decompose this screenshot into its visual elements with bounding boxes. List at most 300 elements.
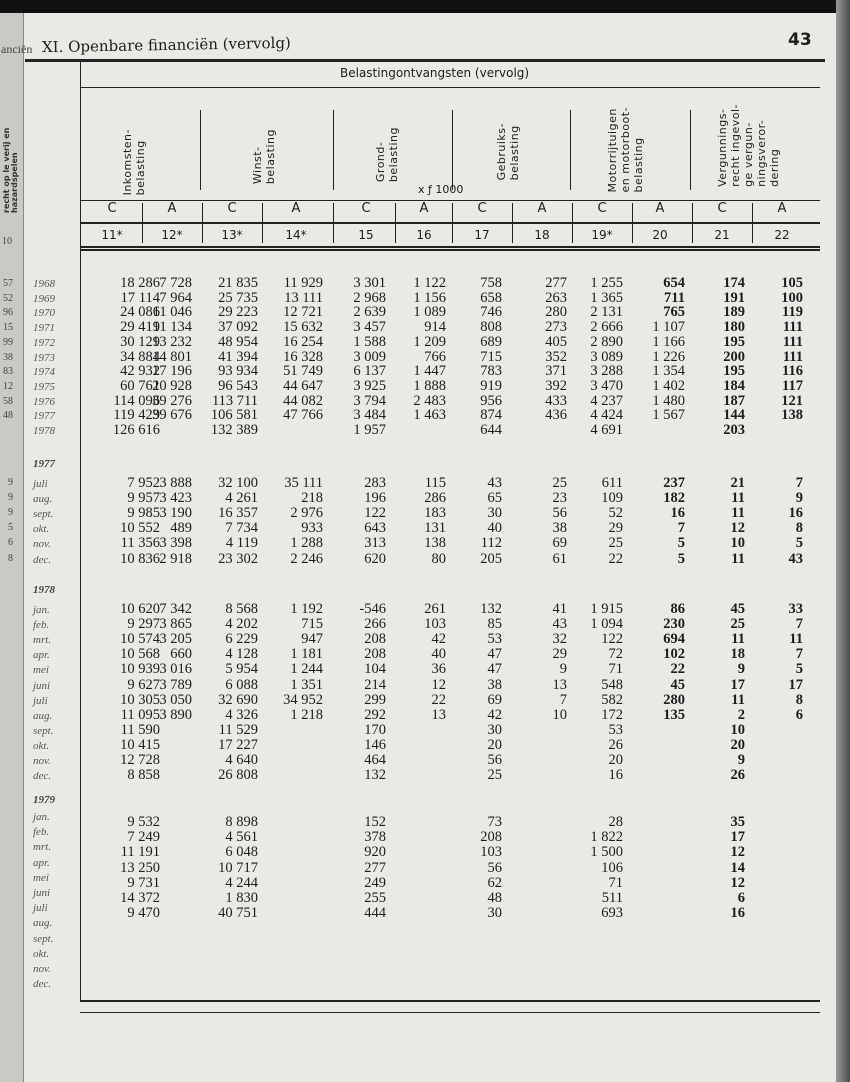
table-cell: 10 305	[120, 691, 160, 708]
row-label: dec.	[33, 770, 52, 783]
table-cell: 433	[545, 392, 567, 409]
table-cell: 44 647	[283, 377, 323, 394]
table-cell: 2 968	[353, 289, 386, 306]
table-cell: 208	[364, 646, 386, 663]
table-cell: 105	[781, 275, 803, 291]
table-cell: 3 484	[353, 407, 386, 424]
table-cell: 3 925	[353, 377, 386, 394]
table-cell: 1 107	[652, 319, 685, 336]
table-cell: 10 836	[120, 550, 160, 567]
column-number: 22	[774, 228, 790, 242]
table-cell: 18 286	[120, 275, 160, 291]
table-cell: 2 666	[590, 319, 623, 336]
table-cell: 4 424	[590, 407, 623, 424]
table-cell: 14 801	[152, 348, 192, 365]
year-heading: 1979	[33, 794, 55, 806]
table-cell: 405	[545, 333, 567, 350]
table-cell: 1 255	[590, 275, 623, 291]
table-cell: 11 046	[152, 304, 192, 321]
left-page-number: 8	[8, 552, 13, 564]
table-cell: 11	[789, 631, 803, 648]
table-cell: 299	[364, 691, 386, 708]
row-label: sept.	[33, 508, 54, 521]
table-cell: 10	[730, 721, 745, 738]
table-cell: 2	[737, 706, 745, 723]
table-cell: 8	[795, 520, 803, 537]
table-cell: 208	[364, 631, 386, 648]
column-header-winstbelasting: Winst- belasting	[251, 128, 277, 184]
table-cell: 7 952	[127, 475, 160, 491]
table-cell: 80	[431, 550, 446, 567]
table-cell: 277	[545, 275, 567, 291]
left-page-number: 5	[8, 522, 13, 534]
table-cell: 28	[608, 814, 623, 830]
table-cell: 73	[487, 814, 502, 830]
row-label: 1978	[33, 425, 55, 437]
table-cell: 654	[663, 275, 685, 291]
table-cell: 135	[663, 706, 685, 723]
page-number: 43	[788, 30, 812, 50]
table-cell: 4 237	[590, 392, 623, 409]
table-cell: 40	[431, 646, 446, 663]
row-label: aug.	[33, 709, 53, 722]
table-cell: 2 639	[353, 304, 386, 321]
table-cell: 36	[431, 661, 446, 678]
table-cell: 44 082	[283, 392, 323, 409]
table-cell: 30 129	[120, 333, 160, 350]
left-page-number: 96	[3, 307, 13, 319]
left-page-gutter	[0, 13, 33, 1082]
table-cell: 17	[730, 829, 745, 846]
table-cell: 1 365	[590, 289, 623, 306]
table-cell: 16 328	[283, 348, 323, 365]
row-label: 1970	[33, 307, 55, 320]
row-label: dec.	[33, 978, 52, 991]
table-cell: 3 888	[159, 475, 192, 491]
table-cell: 48	[487, 890, 502, 906]
column-number: 21	[714, 228, 730, 242]
table-cell: 3 205	[159, 631, 192, 648]
table-cell: 933	[301, 520, 323, 537]
table-cell: 113 711	[211, 392, 258, 409]
table-cell: 5	[795, 535, 803, 552]
table-cell: 783	[480, 363, 502, 380]
table-cell: 10	[552, 706, 567, 723]
table-cell: 658	[480, 289, 502, 306]
table-cell: 111	[782, 333, 803, 350]
year-heading: 1978	[33, 584, 55, 596]
left-page-number: 48	[3, 410, 13, 422]
row-label: aug.	[33, 917, 53, 930]
table-cell: 7	[795, 646, 803, 663]
row-label: juli	[33, 478, 48, 490]
group-divider	[452, 110, 453, 190]
table-cell: 30	[487, 505, 502, 522]
section-title: XI. Openbare financiën (vervolg)	[41, 33, 291, 57]
table-cell: 1 094	[590, 616, 623, 633]
table-cell: 43	[487, 475, 502, 491]
table-cell: 266	[364, 616, 386, 633]
table-cell: 12 728	[120, 752, 160, 768]
table-cell: 12	[730, 844, 745, 861]
table-cell: 511	[601, 890, 623, 906]
column-divider	[262, 203, 263, 243]
row-label: jan.	[33, 811, 50, 823]
row-label: nov.	[33, 538, 51, 551]
table-cell: 195	[723, 363, 745, 380]
table-cell: 9 985	[127, 505, 160, 522]
left-page-number: 99	[3, 336, 13, 348]
group-divider	[570, 110, 571, 190]
table-cell: 26	[730, 767, 745, 784]
ca-marker: A	[777, 201, 787, 216]
row-label: mrt.	[33, 634, 52, 647]
table-cell: 109	[601, 490, 623, 507]
table-cell: 119	[782, 304, 803, 321]
table-cell: 249	[364, 874, 386, 891]
table-cell: 65	[487, 490, 502, 507]
table-cell: 874	[480, 407, 502, 424]
table-cell: 9	[559, 661, 567, 678]
table-cell: 6	[795, 706, 803, 723]
table-cell: 582	[601, 691, 623, 708]
table-cell: 263	[545, 289, 567, 306]
table-cell: 41 394	[218, 348, 258, 365]
table-cell: 20 928	[152, 377, 192, 394]
table-cell: 660	[170, 646, 192, 663]
table-cell: 17 227	[218, 736, 258, 753]
table-cell: 33	[788, 601, 803, 617]
table-cell: 3 190	[159, 505, 192, 522]
table-cell: 3 470	[590, 377, 623, 394]
table-cell: 3 016	[159, 661, 192, 678]
table-cell: 132	[364, 767, 386, 784]
table-cell: 643	[364, 520, 386, 537]
table-cell: 4 202	[225, 616, 258, 633]
table-cell: 112	[480, 535, 502, 552]
table-cell: 17 196	[152, 363, 192, 380]
table-cell: 1 156	[413, 289, 446, 306]
column-header-gebruiksbelasting: Gebruiks- belasting	[495, 122, 521, 180]
table-cell: 261	[424, 601, 446, 617]
table-cell: 111	[782, 348, 803, 365]
table-cell: 40 751	[218, 905, 258, 922]
table-cell: 52	[608, 505, 623, 522]
table-cell: 11 356	[120, 535, 160, 552]
table-cell: 1 244	[290, 661, 323, 678]
ca-marker: C	[477, 201, 487, 216]
table-cell: 122	[601, 631, 623, 648]
table-cell: 4 128	[225, 646, 258, 663]
table-cell: 11 134	[152, 319, 192, 336]
table-cell: 24 086	[120, 304, 160, 321]
table-cell: 8 858	[127, 767, 160, 784]
column-number: 13*	[221, 228, 243, 242]
column-number: 17	[474, 228, 490, 242]
table-cell: 42	[487, 706, 502, 723]
table-cell: 45	[730, 601, 745, 617]
table-cell: 4 640	[225, 752, 258, 768]
table-cell: 3 009	[353, 348, 386, 365]
table-cell: 1 822	[590, 829, 623, 846]
table-cell: 11	[731, 550, 745, 567]
table-cell: 5	[677, 550, 685, 567]
row-label: juni	[33, 887, 51, 899]
table-cell: 16	[670, 505, 685, 522]
table-cell: 146	[364, 736, 386, 753]
table-cell: 255	[364, 890, 386, 906]
column-divider	[752, 203, 753, 243]
row-label: nov.	[33, 963, 51, 975]
table-cell: 203	[723, 422, 745, 438]
column-divider	[333, 203, 334, 243]
left-page-col-number: 10	[2, 236, 12, 247]
table-cell: 3 890	[159, 706, 192, 723]
table-cell: 38	[552, 520, 567, 537]
left-page-number: 52	[3, 292, 13, 304]
table-cell: 10 620	[120, 601, 160, 617]
table-cell: 8	[795, 691, 803, 708]
table-cell: 25	[608, 535, 623, 552]
table-cell: 5	[677, 535, 685, 552]
table-cell: 121	[781, 392, 803, 409]
row-label: okt.	[33, 947, 50, 960]
table-cell: 10	[730, 535, 745, 552]
table-cell: 766	[424, 348, 446, 365]
ca-marker: A	[419, 201, 429, 216]
table-cell: 35	[730, 814, 745, 830]
table-cell: 3 301	[353, 275, 386, 291]
table-cell: 611	[601, 475, 623, 491]
table-cell: 277	[364, 859, 386, 876]
table-cell: 16	[788, 505, 803, 522]
table-cell: 7 249	[127, 829, 160, 846]
table-cell: 131	[424, 520, 446, 537]
table-cell: 51 749	[283, 363, 323, 380]
table-cell: 715	[480, 348, 502, 365]
table-cell: 119 429	[113, 407, 160, 424]
group-header-rule	[80, 87, 820, 88]
ca-marker: A	[167, 201, 177, 216]
table-cell: 106 581	[210, 407, 258, 424]
group-header: Belastingontvangsten (vervolg)	[340, 66, 530, 80]
table-cell: 183	[424, 505, 446, 522]
table-cell: 11 590	[120, 721, 160, 738]
table-cell: 8 898	[225, 814, 258, 830]
table-cell: 5 954	[225, 661, 258, 678]
table-cell: 32 100	[218, 475, 258, 491]
table-cell: 16 357	[218, 505, 258, 522]
column-divider	[202, 203, 203, 243]
table-cell: 111	[782, 319, 803, 336]
table-cell: 1 588	[353, 333, 386, 350]
table-cell: 7 734	[225, 520, 258, 537]
table-cell: 23 302	[218, 550, 258, 567]
table-cell: 11 191	[120, 844, 160, 861]
table-cell: 126 616	[112, 422, 160, 438]
table-cell: 11 095	[120, 706, 160, 723]
table-cell: 116	[782, 363, 803, 380]
table-cell: 62	[487, 874, 502, 891]
table-cell: 280	[545, 304, 567, 321]
table-cell: 230	[663, 616, 685, 633]
table-cell: 16	[608, 767, 623, 784]
table-cell: 3 423	[159, 490, 192, 507]
table-cell: 5	[795, 661, 803, 678]
table-cell: 9 470	[127, 905, 160, 922]
table-cell: 85	[487, 616, 502, 633]
table-cell: 2 976	[290, 505, 323, 522]
table-cell: 1 567	[652, 407, 685, 424]
ca-marker: A	[291, 201, 301, 216]
table-cell: 144	[723, 407, 745, 424]
table-cell: 11	[731, 691, 745, 708]
table-cell: 214	[364, 676, 386, 693]
table-cell: 42	[431, 631, 446, 648]
table-cell: 122	[364, 505, 386, 522]
ca-marker: C	[361, 201, 371, 216]
table-cell: 7	[795, 616, 803, 633]
table-cell: 170	[364, 721, 386, 738]
table-cell: 69	[552, 535, 567, 552]
table-cell: 69	[487, 691, 502, 708]
table-cell: 12	[431, 676, 446, 693]
row-label: 1971	[33, 322, 55, 335]
table-cell: 13	[552, 676, 567, 693]
table-cell: 1 351	[290, 676, 323, 693]
column-header-grondbelasting: Grond- belasting	[374, 126, 400, 182]
table-cell: 71	[608, 661, 623, 678]
table-cell: 42 932	[120, 363, 160, 380]
row-label: aug.	[33, 493, 53, 506]
column-number: 11*	[101, 228, 123, 242]
table-cell: 920	[364, 844, 386, 861]
table-cell: 29	[608, 520, 623, 537]
table-cell: 10 552	[120, 520, 160, 537]
table-cell: 56	[487, 752, 502, 768]
table-cell: 114 096	[113, 392, 160, 409]
table-cell: 47	[487, 646, 502, 663]
table-cell: 273	[545, 319, 567, 336]
table-cell: 22	[431, 691, 446, 708]
table-cell: 11 529	[218, 721, 258, 738]
left-page-number: 9	[8, 477, 13, 488]
table-cell: 4 691	[590, 422, 623, 438]
table-cell: 919	[480, 377, 502, 394]
table-cell: 106	[601, 859, 623, 876]
table-cell: 9	[737, 752, 745, 768]
table-cell: 43	[552, 616, 567, 633]
column-header-vergunningsrecht: Vergunnings- recht ingevol- ge vergun- ningsveror- dering	[716, 104, 781, 187]
column-header-motorrijtuigenbelasting: Motorrijtuigen en motorboot- belasting	[606, 106, 645, 192]
row-label: 1972	[33, 336, 55, 349]
left-page-number: 57	[3, 278, 13, 289]
table-cell: 1 181	[290, 646, 323, 663]
table-cell: 20	[608, 752, 623, 768]
table-cell: 102	[663, 646, 685, 663]
table-cell: 172	[601, 706, 623, 723]
table-cell: 3 789	[159, 676, 192, 693]
table-cell: 352	[545, 348, 567, 365]
ca-marker: A	[655, 201, 665, 216]
table-bottom-rule	[80, 1000, 820, 1002]
table-cell: 9 297	[127, 616, 160, 633]
column-divider	[452, 203, 453, 243]
table-cell: 40	[487, 520, 502, 537]
column-number: 16	[416, 228, 432, 242]
ca-marker: C	[227, 201, 237, 216]
table-cell: 189	[723, 304, 745, 321]
column-number: 15	[358, 228, 374, 242]
table-cell: 13 111	[284, 289, 323, 306]
table-cell: 11 929	[283, 275, 323, 291]
table-cell: 205	[480, 550, 502, 567]
table-cell: 947	[301, 631, 323, 648]
ca-marker: C	[597, 201, 607, 216]
row-label: juni	[33, 679, 51, 692]
table-cell: 3 288	[590, 363, 623, 380]
group-divider	[690, 110, 691, 190]
table-cell: 3 089	[590, 348, 623, 365]
table-cell: 18	[730, 646, 745, 663]
table-cell: 13 232	[152, 333, 192, 350]
table-cell: 174	[723, 275, 745, 291]
table-cell: 1 447	[413, 363, 446, 380]
table-cell: 286	[424, 490, 446, 507]
row-label: okt.	[33, 523, 50, 536]
left-page-number: 6	[8, 537, 13, 549]
table-cell: 6 137	[353, 363, 386, 380]
column-divider	[512, 203, 513, 243]
table-cell: 25	[730, 616, 745, 633]
column-divider	[692, 203, 693, 243]
table-cell: 20	[730, 736, 745, 753]
row-label: 1977	[33, 410, 55, 423]
table-cell: 689	[480, 333, 502, 350]
row-label: mei	[33, 871, 49, 884]
table-cell: 26	[608, 736, 623, 753]
row-label: dec.	[33, 553, 52, 566]
table-cell: 6 229	[225, 631, 258, 648]
table-cell: 9 627	[127, 676, 160, 693]
group-divider	[200, 110, 201, 190]
left-page-rotated-label: recht op le verij en hazardspelen	[2, 127, 19, 213]
table-cell: 283	[364, 475, 386, 491]
table-cell: 4 261	[225, 490, 258, 507]
table-cell: 9	[737, 661, 745, 678]
table-cell: 715	[301, 616, 323, 633]
table-cell: 8 568	[225, 601, 258, 617]
table-cell: 25 735	[218, 289, 258, 306]
table-cell: 25	[487, 767, 502, 784]
table-cell: 104	[364, 661, 386, 678]
table-cell: 25	[552, 475, 567, 491]
ca-marker: C	[717, 201, 727, 216]
table-cell: 86	[670, 601, 685, 617]
row-label: feb.	[33, 619, 50, 632]
table-cell: 196	[364, 490, 386, 507]
table-cell: 184	[723, 377, 745, 394]
table-cell: 1 226	[652, 348, 685, 365]
table-cell: 464	[364, 752, 386, 768]
table-cell: -546	[359, 601, 386, 617]
table-cell: 7 964	[159, 289, 192, 306]
table-cell: 37 092	[218, 319, 258, 336]
table-cell: 32	[552, 631, 567, 648]
column-header-inkomstenbelasting: Inkomsten- belasting	[121, 128, 147, 195]
table-cell: 47	[487, 661, 502, 678]
table-cell: 7 342	[159, 601, 192, 617]
